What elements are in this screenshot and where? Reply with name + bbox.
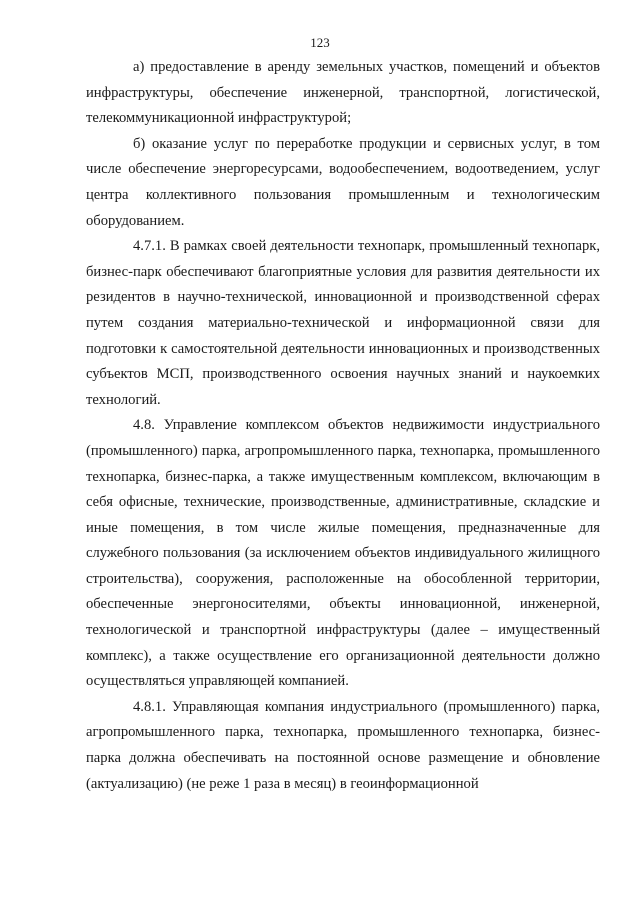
paragraph-4-8: 4.8. Управление комплексом объектов недвижимости индустриального (промышленного) парка, агропромышленного парка, технопарка, промышленного технопарка, бизнес-парка, а также имущественным комплексом, включающим в себя офисные, технические, производственные, административные, складские и иные помещения, в том числе жилые помещения, предназначенные для служебного пользования (за исключением объектов индивидуального жилищного строительства), сооружения, расположенные на обособленной территории, обеспеченные энергоносителями, объекты инновационной, инженерной, технологической и транспортной инфраструктуры (далее – имущественный комплекс), а также осуществление его организационной деятельности должно осуществляться управляющей компанией. xyxy=(86,417,600,690)
paragraph-4-7-1: 4.7.1. В рамках своей деятельности технопарк, промышленный технопарк, бизнес-парк обеспечивают благоприятные условия для развития деятельности их резидентов в научно-технической, инновационной и производственной сферах путем создания материально-технической и информационной связи для подготовки к самостоятельной деятельности инновационных и производственных субъектов МСП, производственного освоения научных знаний и наукоемких технологий. xyxy=(86,238,600,408)
paragraph-b: б) оказание услуг по переработке продукции и сервисных услуг, в том числе обеспечение энергоресурсами, водообеспечением, водоотведением, услуг центра коллективного пользования промышленным и технологическим оборудованием. xyxy=(86,135,600,229)
paragraph-a: а) предоставление в аренду земельных участков, помещений и объектов инфраструктуры, обеспечение инженерной, транспортной, логистической, телекоммуникационной инфраструктурой; xyxy=(86,59,600,127)
page-number: 123 xyxy=(310,35,330,50)
paragraph-4-8-1: 4.8.1. Управляющая компания индустриального (промышленного) парка, агропромышленного парка, технопарка, промышленного технопарка, бизнес-парка должна обеспечивать на постоянной основе размещение и обновление (актуализацию) (не реже 1 раза в месяц) в геоинформационной xyxy=(86,698,600,792)
document-body xyxy=(86,55,600,797)
